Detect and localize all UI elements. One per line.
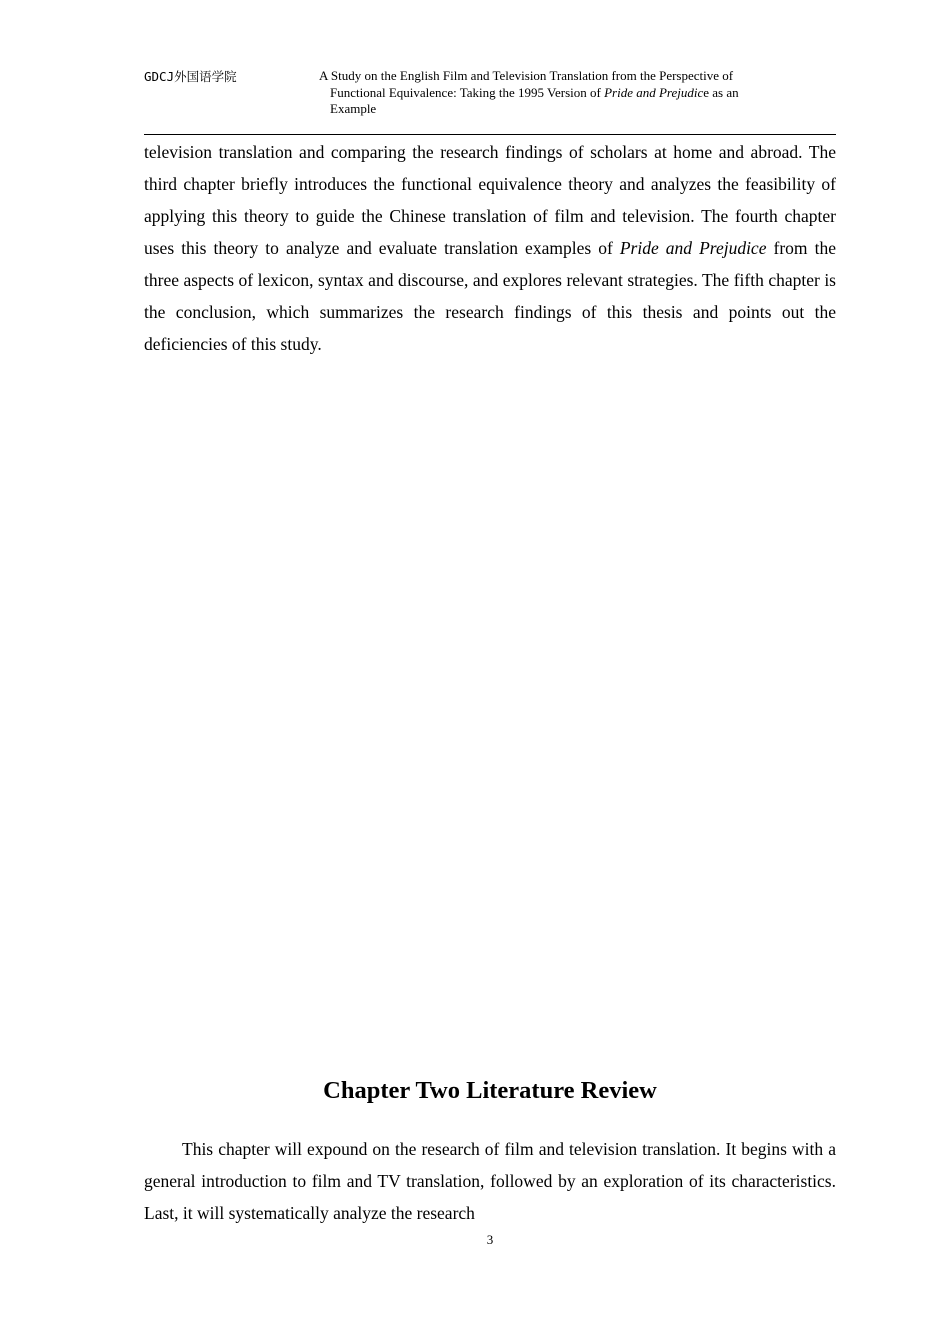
header-title-line-3: Example [330, 101, 377, 116]
page-number: 3 [486, 1232, 494, 1247]
body-paragraph-chapter-intro: This chapter will expound on the research of film and television translation. It begins with a general introduction to film and TV translation, followed by an exploration of its characteristics. Last, it will systematically analyze the research [144, 1139, 836, 1223]
paragraph-text-part-1: television translation and comparing the research findings of scholars at home and abroad. The third chapter briefly introduces the functional equivalence theory and analyzes the feasibility of applying this theory to guide the Chinese translation of film and television. The fourth chapter uses this theory to analyze and evaluate translation examples of [144, 142, 836, 258]
header-title-line-2 [319, 85, 799, 102]
chapter-heading: Chapter Two Literature Review [323, 1077, 657, 1104]
header-thesis-title [319, 68, 799, 118]
paragraph-italic-title: Pride and Prejudice [619, 238, 767, 258]
header-divider [144, 134, 836, 135]
header-title-italic: Pride and Prejudic [604, 84, 704, 100]
paragraph-text-part-2: from the three aspects of lexicon, syntax and discourse, and explores relevant strategies. The fifth chapter is the conclusion, which summarizes the research findings of this thesis and points out the deficiencies of this study. [144, 238, 836, 354]
header-title-line-1: A Study on the English Film and Television Translation from the Perspective of [319, 68, 734, 83]
header-title-line-2-text: Functional Equivalence: Taking the 1995 Version of [330, 84, 605, 100]
body-paragraph-continued [144, 136, 836, 360]
header-title-line-2-end: e as an [703, 84, 739, 100]
header-institution: GDCJ外国语学院 [144, 69, 237, 84]
